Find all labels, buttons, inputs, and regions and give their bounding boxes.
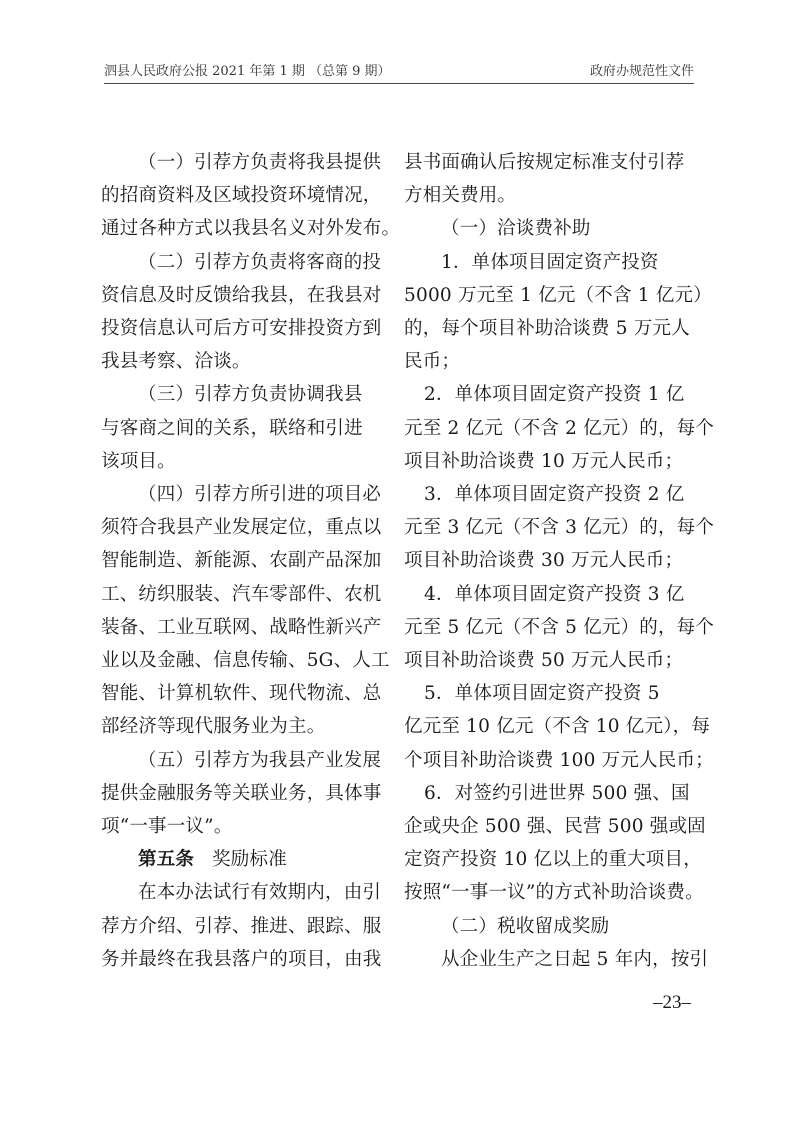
paragraph-line: 项目补助洽谈费 10 万元人民币；	[404, 450, 684, 472]
paragraph-line: 个项目补助洽谈费 100 万元人民币；	[404, 749, 714, 771]
paragraph-line: 元至 2 亿元（不含 2 亿元）的，每个	[404, 417, 715, 439]
article-label: 第五条	[138, 849, 195, 871]
paragraph-line: （二）引荐方负责将客商的投	[138, 251, 382, 273]
paragraph-line: 装备、工业互联网、战略性新兴产	[101, 616, 382, 638]
paragraph-line: 6．对签约引进世界 500 强、国	[424, 782, 690, 804]
paragraph-line: （一）引荐方负责将我县提供	[138, 152, 382, 173]
paragraph-line: 智能制造、新能源、农副产品深加	[101, 550, 382, 572]
paragraph-line: 企或央企 500 强、民营 500 强或固	[404, 816, 706, 838]
paragraph-line: 5000 万元至 1 亿元（不含 1 亿元）	[404, 284, 712, 306]
paragraph-line: 亿元至 10 亿元（不含 10 亿元），每	[404, 716, 711, 738]
paragraph-line: 须符合我县产业发展定位，重点以	[101, 517, 382, 539]
paragraph-line: 从企业生产之日起 5 年内，按引	[441, 948, 709, 970]
paragraph-line: 通过各种方式以我县名义对外发布。	[101, 218, 401, 240]
right-column	[404, 146, 715, 976]
paragraph-line: 部经济等现代服务业为主。	[101, 716, 326, 738]
paragraph-line: 方相关费用。	[404, 185, 517, 207]
page-number: –23–	[653, 992, 691, 1013]
paragraph-line: 业以及金融、信息传输、5G、人工	[101, 650, 390, 672]
section-heading: （二）税收留成奖励	[441, 915, 610, 937]
paragraph-line: 按照“一事一议”的方式补助洽谈费。	[404, 882, 704, 904]
paragraph-line: 5．单体项目固定资产投资 5	[424, 683, 660, 705]
paragraph-line: 项目补助洽谈费 50 万元人民币；	[404, 650, 684, 672]
left-column	[101, 146, 401, 976]
paragraph-line: 该项目。	[101, 450, 176, 472]
article-title: 奖励标准	[212, 849, 287, 871]
header-section-title: 政府办规范性文件	[589, 64, 694, 79]
article-heading	[101, 843, 395, 876]
paragraph-line: 的招商资料及区域投资环境情况，	[101, 185, 382, 207]
header-rule	[104, 83, 694, 84]
paragraph-line: 3．单体项目固定资产投资 2 亿	[424, 484, 685, 506]
paragraph-line: 提供金融服务等关联业务，具体事	[101, 782, 382, 804]
paragraph-line: 工、纺织服装、汽车零部件、农机	[101, 583, 382, 605]
paragraph-line: 我县考察、洽谈。	[101, 351, 251, 373]
paragraph-line: 智能、计算机软件、现代物流、总	[101, 683, 382, 705]
paragraph-line: 1．单体项目固定资产投资	[441, 251, 659, 273]
paragraph-line: 的，每个项目补助洽谈费 5 万元人	[404, 318, 690, 340]
paragraph-line: 与客商之间的关系，联络和引进	[101, 417, 363, 439]
paragraph-line: 务并最终在我县落户的项目，由我	[101, 948, 382, 970]
paragraph-line: 定资产投资 10 亿以上的重大项目，	[404, 849, 702, 871]
paragraph-line: （四）引荐方所引进的项目必	[138, 484, 382, 506]
paragraph-line: 县书面确认后按规定标准支付引荐	[404, 152, 685, 173]
paragraph-line: 在本办法试行有效期内，由引	[138, 882, 382, 904]
paragraph-line: 元至 3 亿元（不含 3 亿元）的，每个	[404, 517, 715, 539]
paragraph-line: 荐方介绍、引荐、推进、跟踪、服	[101, 915, 382, 937]
paragraph-line: （五）引荐方为我县产业发展	[138, 749, 382, 771]
paragraph-line: 投资信息认可后方可安排投资方到	[101, 318, 382, 340]
paragraph-line: 资信息及时反馈给我县，在我县对	[101, 284, 382, 306]
section-heading: （一）洽谈费补助	[441, 218, 591, 240]
paragraph-line: 4．单体项目固定资产投资 3 亿	[424, 583, 685, 605]
paragraph-line: 民币；	[404, 351, 461, 373]
paragraph-line: 项“一事一议”。	[101, 816, 233, 838]
paragraph-line: 元至 5 亿元（不含 5 亿元）的，每个	[404, 616, 715, 638]
paragraph-line: 项目补助洽谈费 30 万元人民币；	[404, 550, 684, 572]
running-header	[104, 58, 694, 80]
header-publication-title: 泗县人民政府公报 2021 年第 1 期 （总第 9 期）	[104, 64, 391, 79]
paragraph-line: （三）引荐方负责协调我县	[138, 384, 363, 406]
paragraph-line: 2．单体项目固定资产投资 1 亿	[424, 384, 685, 406]
